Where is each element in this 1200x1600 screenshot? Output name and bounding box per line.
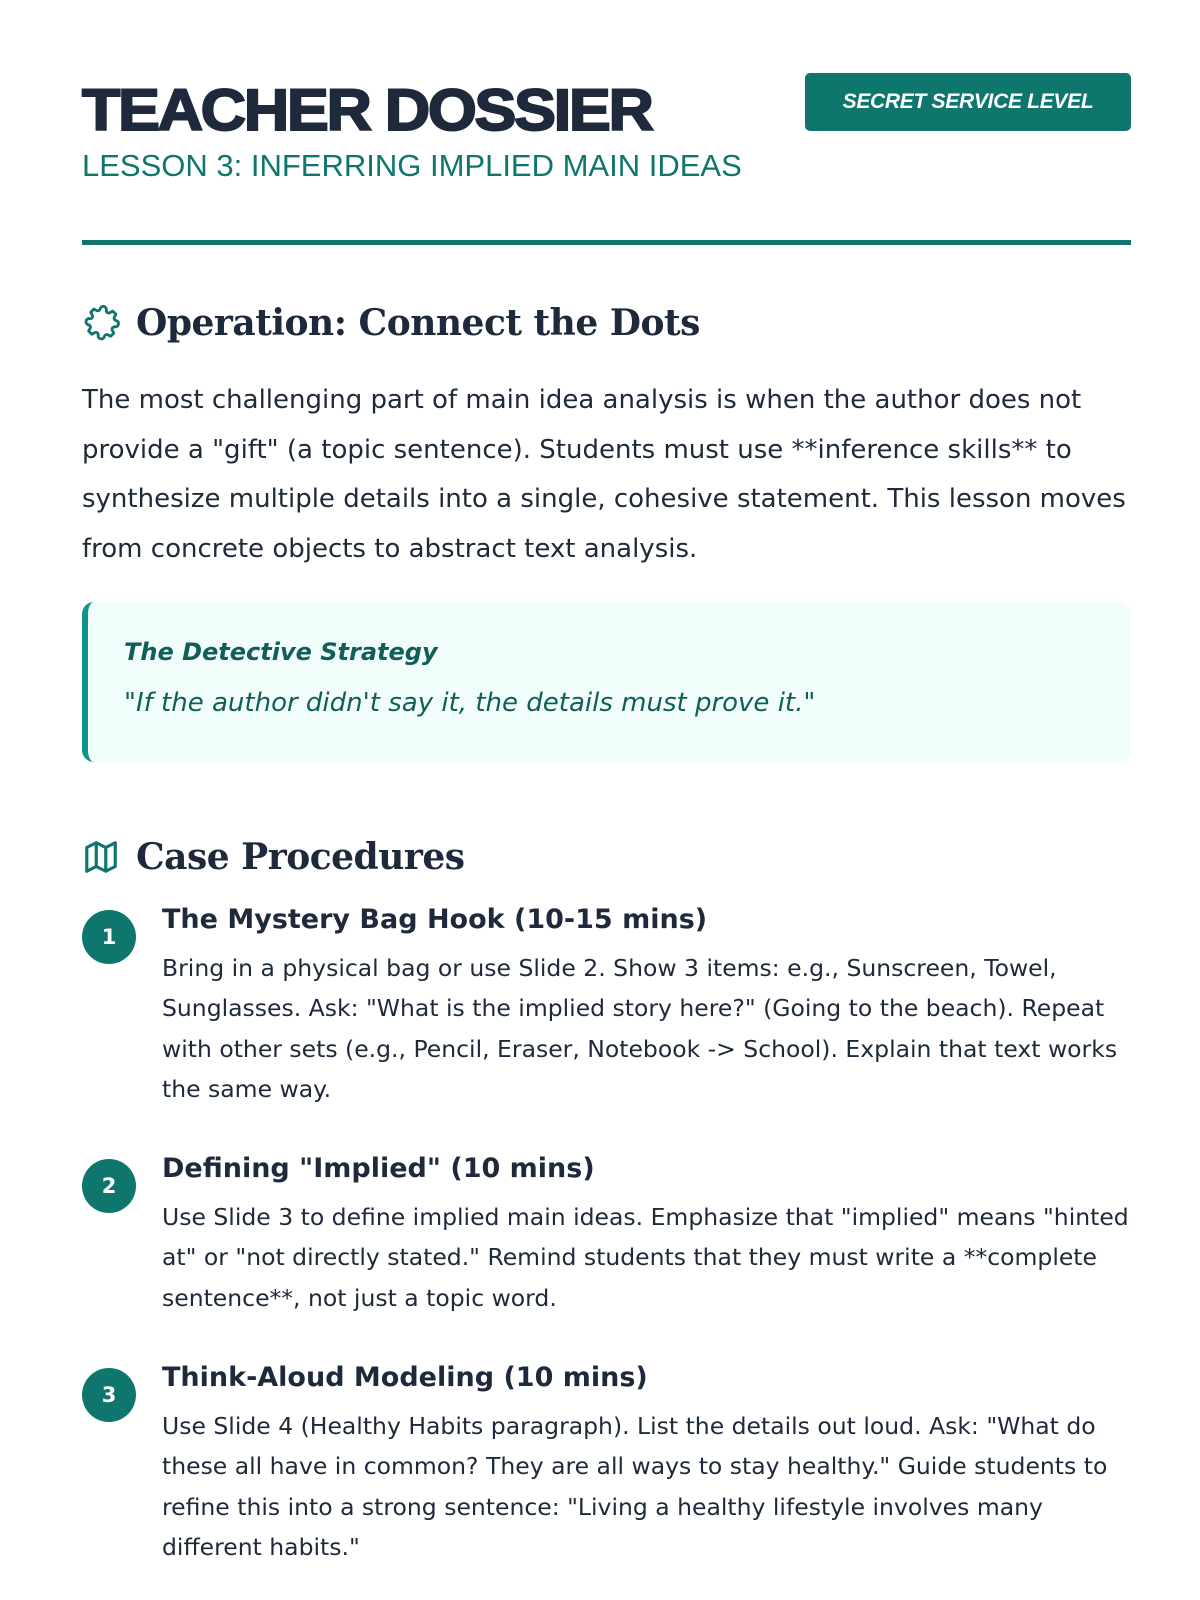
step-body: Bring in a physical bag or use Slide 2. Show 3 items: e.g., Sunscreen, Towel, Sunglasses. Ask: "What is the implied story here?" (Going to the beach). Repeat with other sets (e.g., Pencil, Eraser, Notebook -> School). Explain that text works the same way. (162, 954, 1118, 1103)
strategy-callout (82, 602, 1131, 762)
overview-heading-text: Operation: Connect the Dots (136, 302, 700, 344)
step-title: Defining "Implied" (10 mins) (162, 1153, 595, 1184)
dossier-page (0, 0, 1200, 245)
step-title: Think-Aloud Modeling (10 mins) (162, 1362, 648, 1393)
step-body: Use Slide 4 (Healthy Habits paragraph). List the details out loud. Ask: "What do these all have in common? They are all ways to stay healthy." Guide students to refine this into a strong sentence: "Living a healthy lifestyle involves many different habits." (162, 1412, 1108, 1561)
step-number: 2 (82, 1159, 136, 1213)
step-body: Use Slide 3 to define implied main ideas. Emphasize that "implied" means "hinted at" or "not directly stated." Remind students that they must write a **complete sentence**, not just a topic word. (162, 1203, 1129, 1312)
lesson-subtitle: LESSON 3: INFERRING IMPLIED MAIN IDEAS (82, 148, 742, 183)
overview-paragraph: The most challenging part of main idea analysis is when the author does not provide a "gift" (a topic sentence). Students must use **inference skills** to synthesize multiple details into a single, cohesive statement. This lesson moves from concrete objects to abstract text analysis. (82, 385, 1126, 564)
procedures-heading-text: Case Procedures (136, 836, 465, 878)
step-number: 1 (82, 910, 136, 964)
security-level-badge: SECRET SERVICE LEVEL (805, 73, 1131, 131)
map-icon (82, 838, 120, 876)
callout-quote: "If the author didn't say it, the details must prove it." (124, 688, 816, 718)
overview-heading (82, 302, 700, 344)
callout-title: The Detective Strategy (124, 638, 438, 666)
header (82, 0, 1131, 245)
page-title: TEACHER DOSSIER (82, 78, 652, 143)
puzzle-icon (82, 304, 120, 342)
procedures-heading (82, 836, 465, 878)
step-number: 3 (82, 1368, 136, 1422)
step-title: The Mystery Bag Hook (10-15 mins) (162, 904, 708, 935)
